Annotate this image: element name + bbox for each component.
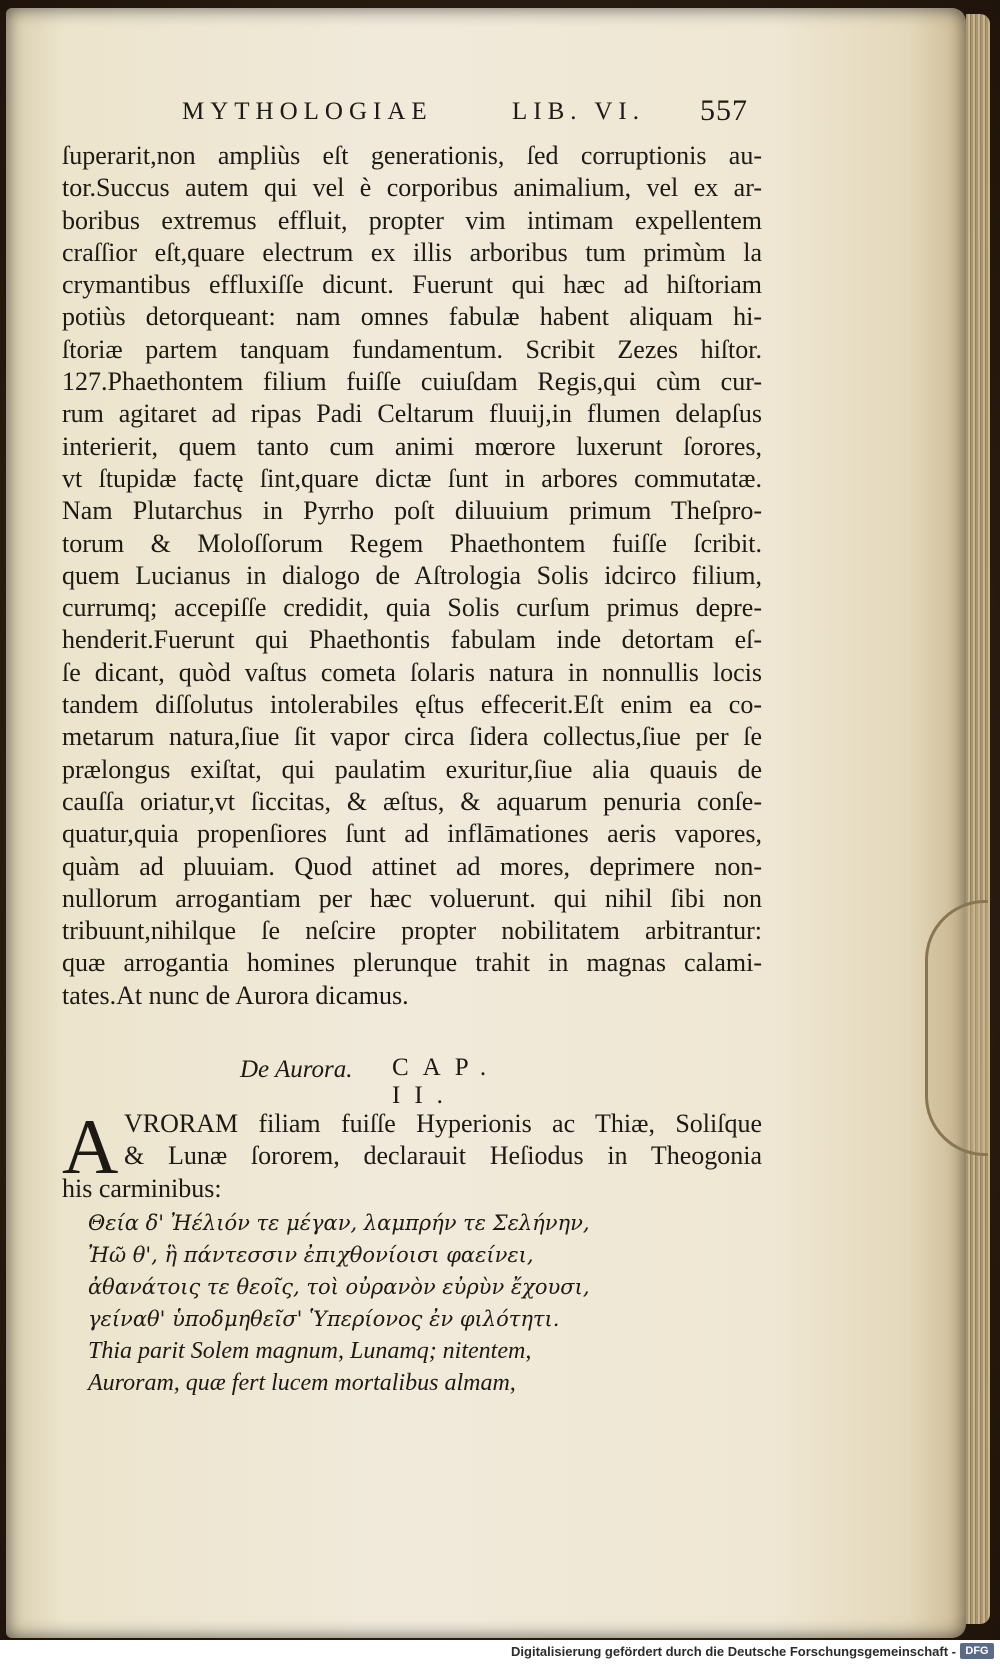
dfg-logo[interactable]: DFG xyxy=(960,1643,994,1659)
text-line: quæ arrogantia homines plerunque trahit in magnas calami- xyxy=(62,948,762,978)
text-line: prælongus exiſtat, qui paulatim exuritur,ſiue alia quauis de xyxy=(62,754,762,784)
text-line: cauſſa oriatur,vt ſiccitas, & æſtus, & aquarum penuria conſe- xyxy=(62,786,762,816)
text-line-last: tates.At nunc de Aurora dicamus. xyxy=(62,980,409,1010)
text-line: rum agitaret ad ripas Padi Celtarum fluuij,in flumen delapſus xyxy=(62,399,762,429)
chapter-heading xyxy=(240,1054,580,1109)
line-rest: filiam fuiſſe Hyperionis ac Thiæ, Soliſque xyxy=(238,1109,762,1138)
chapter-text xyxy=(62,1103,762,1205)
text-line: & Lunæ ſororem, declarauit Heſiodus in Theogonia xyxy=(124,1141,762,1171)
funding-credit: Digitalisierung gefördert durch die Deutsche Forschungsgemeinschaft - xyxy=(511,1644,956,1659)
footer-bar xyxy=(0,1640,1000,1664)
text-line: currumq; accepiſſe credidit, quia Solis curſum primus depre- xyxy=(62,593,762,623)
text-line: ſuperarit,non ampliùs eſt generationis, ſed corruptionis au- xyxy=(62,141,762,170)
text-line: Nam Plutarchus in Pyrrho poſt diluuium primum Theſpro- xyxy=(62,496,762,526)
text-line: metarum natura,ſiue ſit vapor circa ſidera collectus,ſiue per ſe xyxy=(62,722,762,752)
latin-verse: Auroram, quæ fert lucem mortalibus almam, xyxy=(88,1370,516,1396)
text-line: interierit, quem tanto cum animi mœrore luxerunt ſorores, xyxy=(62,431,762,461)
greek-verse: γείναθ' ὑποδμηθεῖσ' Ὑπερίονος ἐν φιλότητι. xyxy=(88,1307,560,1331)
verse-quotation xyxy=(88,1207,748,1399)
page-edges xyxy=(966,14,990,1624)
text-line: craſſior eſt,quare electrum ex illis arboribus tum primùm la xyxy=(62,237,762,267)
running-head-title: MYTHOLOGIAE xyxy=(182,98,433,125)
text-line: quatur,quia propenſiores ſunt ad inflāmationes aeris vapores, xyxy=(62,819,762,849)
text-line: 127.Phaethontem filium fuiſſe cuiuſdam Regis,qui cùm cur- xyxy=(62,367,762,397)
body-text xyxy=(62,140,762,1012)
drop-initial: A xyxy=(62,1103,119,1190)
initial-word-caps: VRORAM xyxy=(124,1109,239,1138)
text-line: henderit.Fuerunt qui Phaethontis fabulam inde detortam eſ- xyxy=(62,625,762,655)
text-line: torum & Moloſſorum Regem Phaethontem fuiſſe ſcribit. xyxy=(62,528,762,558)
text-line: crymantibus effluxiſſe dicunt. Fuerunt qui hæc ad hiſtoriam xyxy=(62,270,762,300)
text-line: ſtoriæ partem tanquam fundamentum. Scribit Zezes hiſtor. xyxy=(62,334,762,364)
book-clasp xyxy=(925,900,988,1156)
text-line: quem Lucianus in dialogo de Aſtrologia Solis idcirco filium, xyxy=(62,560,762,590)
text-line xyxy=(62,1108,762,1140)
greek-verse: Θεία δ' Ἠέλιόν τε μέγαν, λαμπρήν τε Σελήνην, xyxy=(88,1211,590,1235)
text-line: vt ſtupidæ factę ſint,quare dictæ ſunt in arbores commutatæ. xyxy=(62,463,762,493)
page-number: 557 xyxy=(700,94,748,127)
text-line: quàm ad pluuiam. Quod attinet ad mores, deprimere non- xyxy=(62,851,762,881)
greek-verse: Ἠῶ θ', ἣ πάντεσσιν ἐπιχθονίοισι φαείνει, xyxy=(88,1243,534,1267)
running-head-book: LIB. VI. xyxy=(512,98,645,125)
text-line: his carminibus: xyxy=(62,1173,222,1203)
text-line: tribuunt,nihilque ſe neſcire propter nobilitatem arbitrantur: xyxy=(62,916,762,946)
running-head xyxy=(182,94,762,138)
chapter-title: De Aurora. xyxy=(240,1056,353,1083)
latin-verse: Thia parit Solem magnum, Lunamq; nitentem, xyxy=(88,1338,532,1364)
text-line: nullorum arrogantiam per hæc voluerunt. qui nihil ſibi non xyxy=(62,883,762,913)
text-line: tor.Succus autem qui vel è corporibus animalium, vel ex ar- xyxy=(62,173,762,203)
greek-verse: ἀθανάτοις τε θεοῖς, τοὶ οὐρανὸν εὐρὺν ἔχουσι, xyxy=(88,1275,590,1299)
text-line: tandem diſſolutus intolerabiles ęſtus effecerit.Eſt enim ea co- xyxy=(62,690,762,720)
text-line: potiùs detorqueant: nam omnes fabulæ habent aliquam hi- xyxy=(62,302,762,332)
chapter-number: CAP. II. xyxy=(392,1054,501,1109)
text-line: ſe dicant, quòd vaſtus cometa ſolaris natura in nonnullis locis xyxy=(62,657,762,687)
text-line: boribus extremus effluit, propter vim intimam expellentem xyxy=(62,205,762,235)
